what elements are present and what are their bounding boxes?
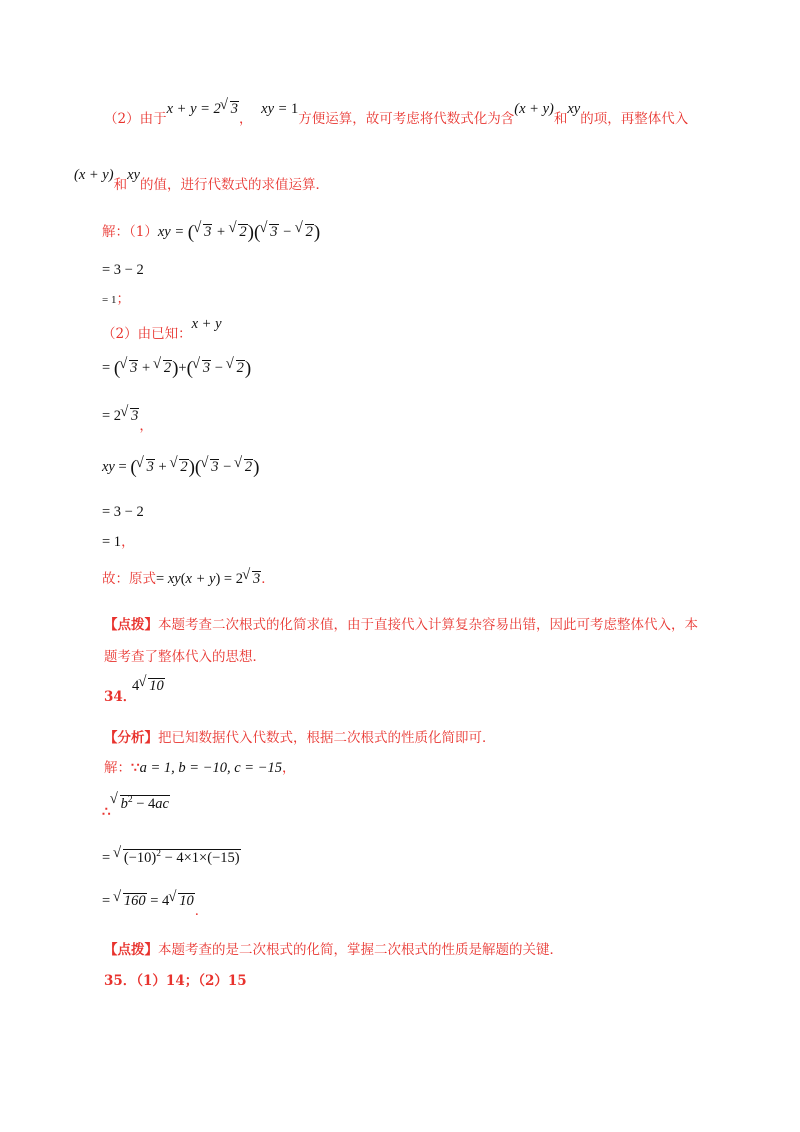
final-line: 故：原式= xy(x + y) = 2√ 3． <box>102 570 275 587</box>
because-symbol: ∵ <box>131 760 140 776</box>
solution-step-3: = 1； <box>102 291 130 307</box>
q35-answer: 35．（1）14；（2）15 <box>104 973 247 989</box>
analysis-text-3: 的值，进行代数式的求值运算． <box>139 177 329 193</box>
separator: ， <box>239 111 253 127</box>
condition-product: xy = 1 <box>261 101 299 117</box>
q34-tip-line: 【点拨】本题考查的是二次根式的化简，掌握二次根式的性质是解题的关键． <box>104 942 563 958</box>
conjunction-2: 和 <box>113 177 128 193</box>
conjunction: 和 <box>553 111 568 127</box>
part2-step-1: = (√ 3 + √ 2)+(√ 3 − √ 2) <box>102 359 251 378</box>
q34-answer: 4√ 10 <box>132 677 165 694</box>
q34-step-2: = √ 160 = 4√ 10． <box>102 892 208 909</box>
term-sum: (x + y) <box>514 101 554 117</box>
q34-number: 34． <box>104 689 137 705</box>
part2-label: （2）由已知： <box>102 326 192 342</box>
therefore-symbol: ∴ <box>102 803 111 820</box>
tip1-line-2: 题考查了整体代入的思想． <box>104 649 266 665</box>
q34-step-1: = √ $(-10)^2 - 4\times 1\times(-15)$ <box>102 848 241 865</box>
solution-part2-line <box>102 316 222 342</box>
condition-sum: x + y = 2√ 3 <box>167 101 239 117</box>
part2-step-5: = 1， <box>102 534 135 550</box>
q34-given-line: 解：∵a = 1, b = −10, c = −15， <box>104 760 296 776</box>
part2-expr: x + y <box>191 316 222 332</box>
q34-given: a = 1, b = −10, c = −15 <box>139 760 282 776</box>
solution-step-2: = 3 − 2 <box>102 262 144 278</box>
term-sum-2: (x + y) <box>74 167 114 183</box>
term-product: xy <box>567 101 581 117</box>
q34-expr: √ $b^2 - 4ac$ <box>111 796 170 812</box>
analysis-line-2 <box>74 167 329 193</box>
q34-therefore-line <box>102 794 170 820</box>
solution-label: 解：（1） <box>102 224 158 240</box>
part2-step-2: = 2√ 3， <box>102 407 153 424</box>
final-label: 故：原式 <box>102 571 156 587</box>
q34-analysis-label: 【分析】 <box>104 730 158 746</box>
analysis-intro: （2）由于 <box>104 111 167 127</box>
solution-line-1 <box>102 223 320 242</box>
tip1-label: 【点拨】 <box>104 617 158 633</box>
part2-step-4: = 3 − 2 <box>102 504 144 520</box>
q34-tip-label: 【点拨】 <box>104 942 158 958</box>
q34-analysis-line: 【分析】把已知数据代入代数式，根据二次根式的性质化简即可． <box>104 730 496 746</box>
analysis-text-2: 的项，再整体代入 <box>580 111 689 127</box>
part2-step-3: xy = (√ 3 + √ 2)(√ 3 − √ 2) <box>102 458 260 477</box>
term-product-2: xy <box>127 167 140 183</box>
final-expr: = xy(x + y) = 2√ 3 <box>156 571 261 587</box>
solution-expr-1: xy = (√ 3 + √ 2)(√ 3 − √ 2) <box>158 224 320 240</box>
analysis-line-1 <box>104 101 689 127</box>
tip1-line-1: 【点拨】本题考查二次根式的化简求值，由于直接代入计算复杂容易出错，因此可考虑整体代入，本 <box>104 617 698 633</box>
analysis-text-1: 方便运算，故可考虑将代数式化为含 <box>298 111 515 127</box>
